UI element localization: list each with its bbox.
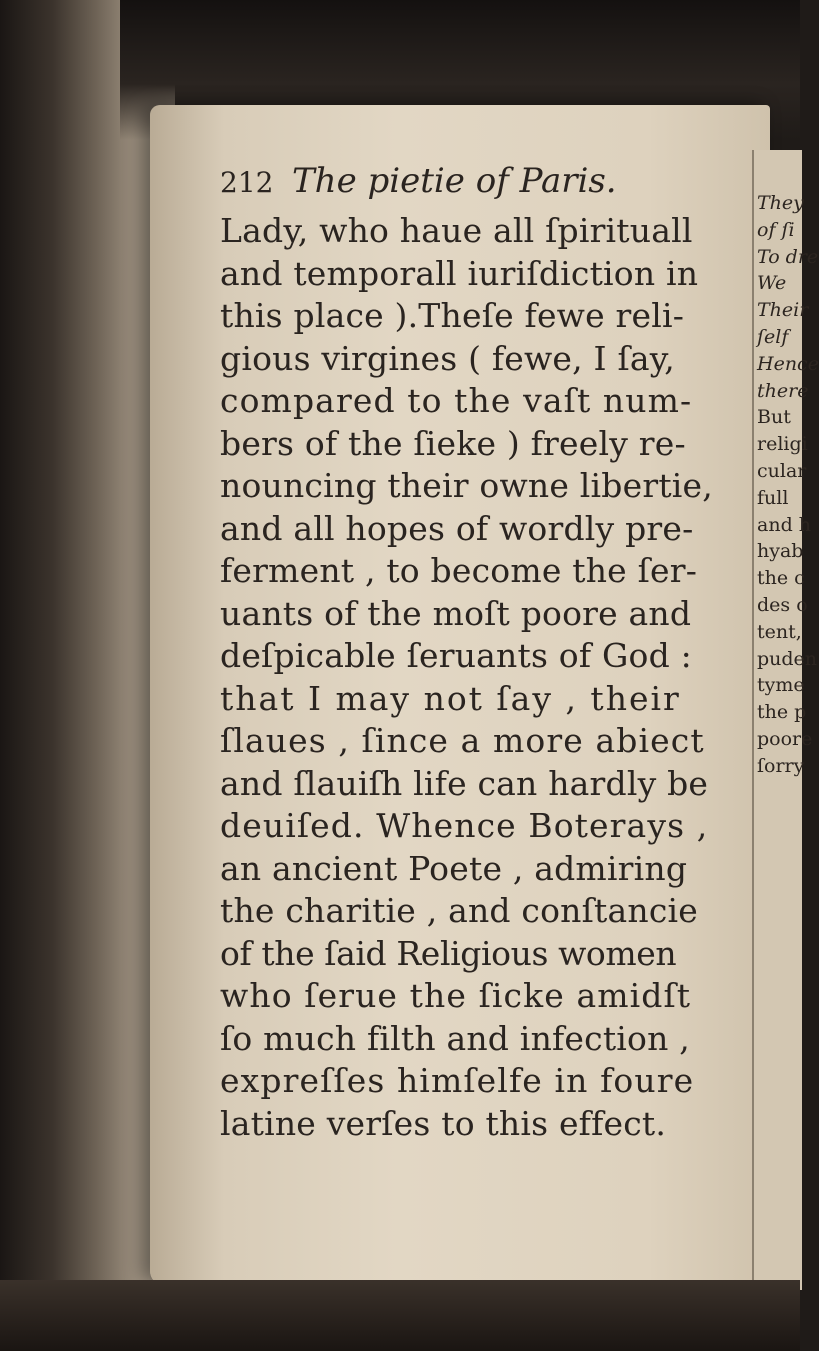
text-line: gious virgines ( fewe, I ſay, bbox=[220, 338, 675, 378]
running-title: The pietie of Paris. bbox=[292, 161, 617, 201]
facing-page-fragment: ſorry bbox=[757, 754, 805, 777]
text-line: compared to the vaſt num- bbox=[220, 381, 693, 420]
text-line: bers of the ſieke ) freely re- bbox=[220, 423, 686, 463]
facing-page-fragment: ſelf bbox=[757, 325, 789, 348]
facing-page-fragment: there bbox=[757, 379, 809, 402]
facing-page-fragment: They bbox=[757, 192, 804, 214]
text-line: who ſerue the ſicke amidſt bbox=[220, 976, 692, 1015]
text-line: that I may not ſay , their bbox=[220, 678, 681, 718]
page-number: 212 bbox=[220, 166, 274, 199]
text-line: ſo much filth and infection , bbox=[220, 1018, 690, 1058]
facing-page-fragment: tent, bbox=[757, 620, 802, 643]
bottom-shadow bbox=[0, 1280, 800, 1351]
facing-page-fragment: cular bbox=[757, 459, 807, 482]
text-line: and all hopes of wordly pre- bbox=[220, 508, 694, 548]
page-header bbox=[220, 152, 740, 210]
text-line: ſlaues , ſince a more abiect bbox=[220, 721, 705, 760]
facing-page-fragment: and h bbox=[757, 513, 812, 536]
text-line: uants of the moſt poore and bbox=[220, 593, 692, 633]
facing-page-fragment: tyme bbox=[757, 674, 805, 697]
facing-page-fragment: But bbox=[757, 406, 791, 429]
text-line: expreſſes himſelfe in foure bbox=[220, 1061, 695, 1100]
facing-page-fragment: full bbox=[757, 486, 789, 509]
text-line: and temporall iuriſdiction in bbox=[220, 253, 699, 293]
text-line: an ancient Poete , admiring bbox=[220, 848, 688, 888]
facing-page-fragment: poore bbox=[757, 727, 813, 750]
text-line: the charitie , and conſtancie bbox=[220, 891, 698, 930]
text-line: latine verſes to this effect. bbox=[220, 1103, 667, 1143]
facing-page-fragment: To dre bbox=[757, 245, 819, 268]
text-line: Lady, who haue all ſpirituall bbox=[220, 211, 693, 250]
facing-page-fragment: the p bbox=[757, 701, 807, 724]
facing-page-fragment: of ſi bbox=[757, 218, 795, 241]
facing-page-fragment: religi bbox=[757, 433, 808, 456]
facing-page-fragment: hyab bbox=[757, 540, 804, 563]
page-text bbox=[220, 152, 740, 1145]
text-line: and ſlauiſh life can hardly be bbox=[220, 763, 709, 803]
text-line: of the ſaid Religious women bbox=[220, 933, 677, 973]
facing-page-fragment: des o bbox=[757, 593, 808, 616]
facing-page-fragment: We bbox=[757, 272, 787, 295]
text-line: nouncing their owne libertie, bbox=[220, 466, 713, 505]
facing-page-fragment: puden bbox=[757, 647, 818, 670]
text-line: this place ).Theſe fewe reli- bbox=[220, 296, 685, 335]
facing-page-text bbox=[757, 190, 819, 780]
facing-page-fragment: Their bbox=[757, 299, 809, 322]
text-line: ferment , to become the ſer- bbox=[220, 551, 698, 590]
facing-page-fragment: the c bbox=[757, 567, 805, 590]
text-line: deſpicable ſeruants of God : bbox=[220, 636, 692, 675]
text-line: deuiſed. Whence Boterays , bbox=[220, 806, 709, 845]
book-gutter-shadow bbox=[0, 0, 175, 1351]
facing-page-fragment: Hence bbox=[757, 352, 819, 375]
